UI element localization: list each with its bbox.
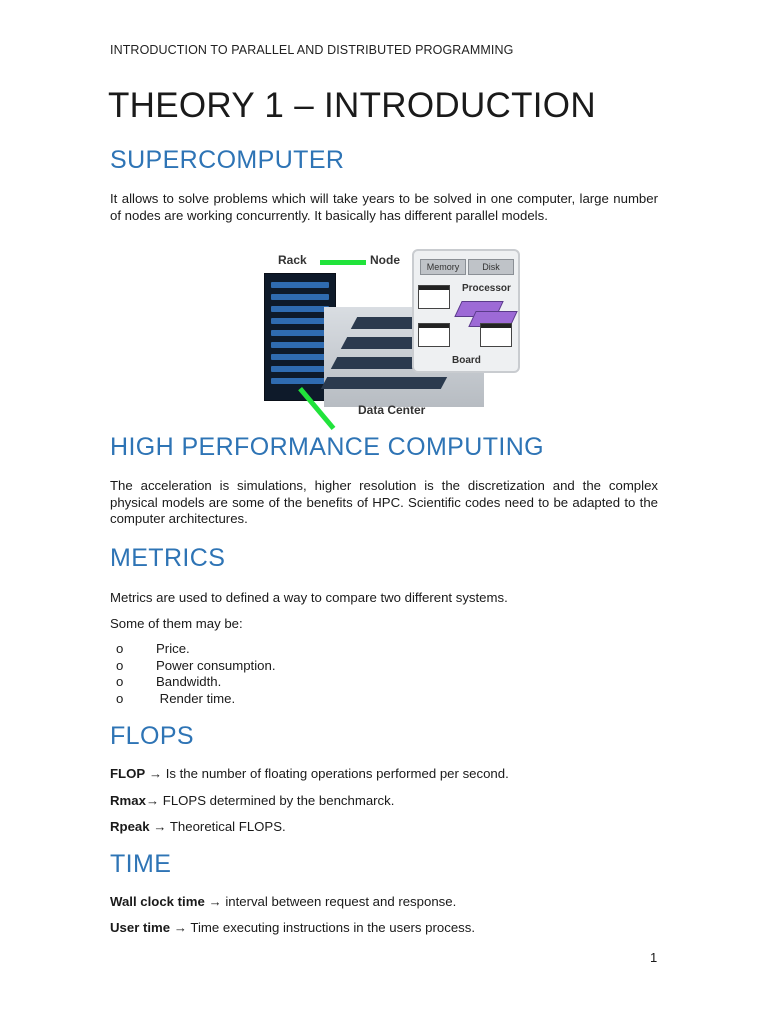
board-diagram — [412, 249, 520, 373]
flops-definition: Rmax→ FLOPS determined by the benchmarck. — [110, 793, 395, 808]
page-number: 1 — [650, 950, 658, 965]
supercomputer-figure — [262, 247, 522, 419]
document-title: THEORY 1 – INTRODUCTION — [108, 86, 596, 125]
memory-box: Memory — [420, 259, 466, 275]
heading-time: TIME — [110, 850, 172, 878]
spec-note — [480, 323, 512, 347]
arrow-node-to-rack — [320, 260, 366, 265]
heading-metrics: METRICS — [110, 544, 226, 572]
list-item: o Render time. — [116, 690, 236, 706]
metrics-intro: Some of them may be: — [110, 616, 243, 631]
list-item: o Bandwidth. — [116, 674, 222, 689]
rack-label: Rack — [278, 253, 307, 267]
heading-hpc: HIGH PERFORMANCE COMPUTING — [110, 433, 545, 461]
board-label: Board — [452, 355, 481, 366]
metrics-list — [116, 641, 275, 707]
heading-supercomputer: SUPERCOMPUTER — [110, 146, 345, 174]
list-item: o Price. — [116, 641, 190, 656]
supercomputer-paragraph: It allows to solve problems which will take years to be solved in one computer, large number of nodes are working concurrently. It basically has different parallel models. — [110, 191, 658, 223]
processor-label: Processor — [462, 283, 511, 294]
list-item: o Power consumption. — [116, 657, 276, 673]
heading-flops: FLOPS — [110, 722, 194, 750]
running-header: INTRODUCTION TO PARALLEL AND DISTRIBUTED PROGRAMMING — [110, 43, 514, 57]
node-label: Node — [370, 253, 400, 267]
flops-definition: FLOP → Is the number of floating operations performed per second. — [110, 766, 509, 781]
spec-note — [418, 285, 450, 309]
disk-box: Disk — [468, 259, 514, 275]
metrics-paragraph: Metrics are used to defined a way to compare two different systems. — [110, 590, 508, 605]
time-definition: User time → Time executing instructions in the users process. — [110, 920, 476, 935]
hpc-paragraph: The acceleration is simulations, higher resolution is the discretization and the complex physical models are some of the benefits of HPC. Scientific codes need to be adapted to the computer architectures. — [110, 478, 658, 526]
spec-note — [418, 323, 450, 347]
time-definition: Wall clock time → interval between request and response. — [110, 894, 457, 909]
flops-definition: Rpeak → Theoretical FLOPS. — [110, 819, 286, 834]
data-center-label: Data Center — [358, 403, 426, 417]
